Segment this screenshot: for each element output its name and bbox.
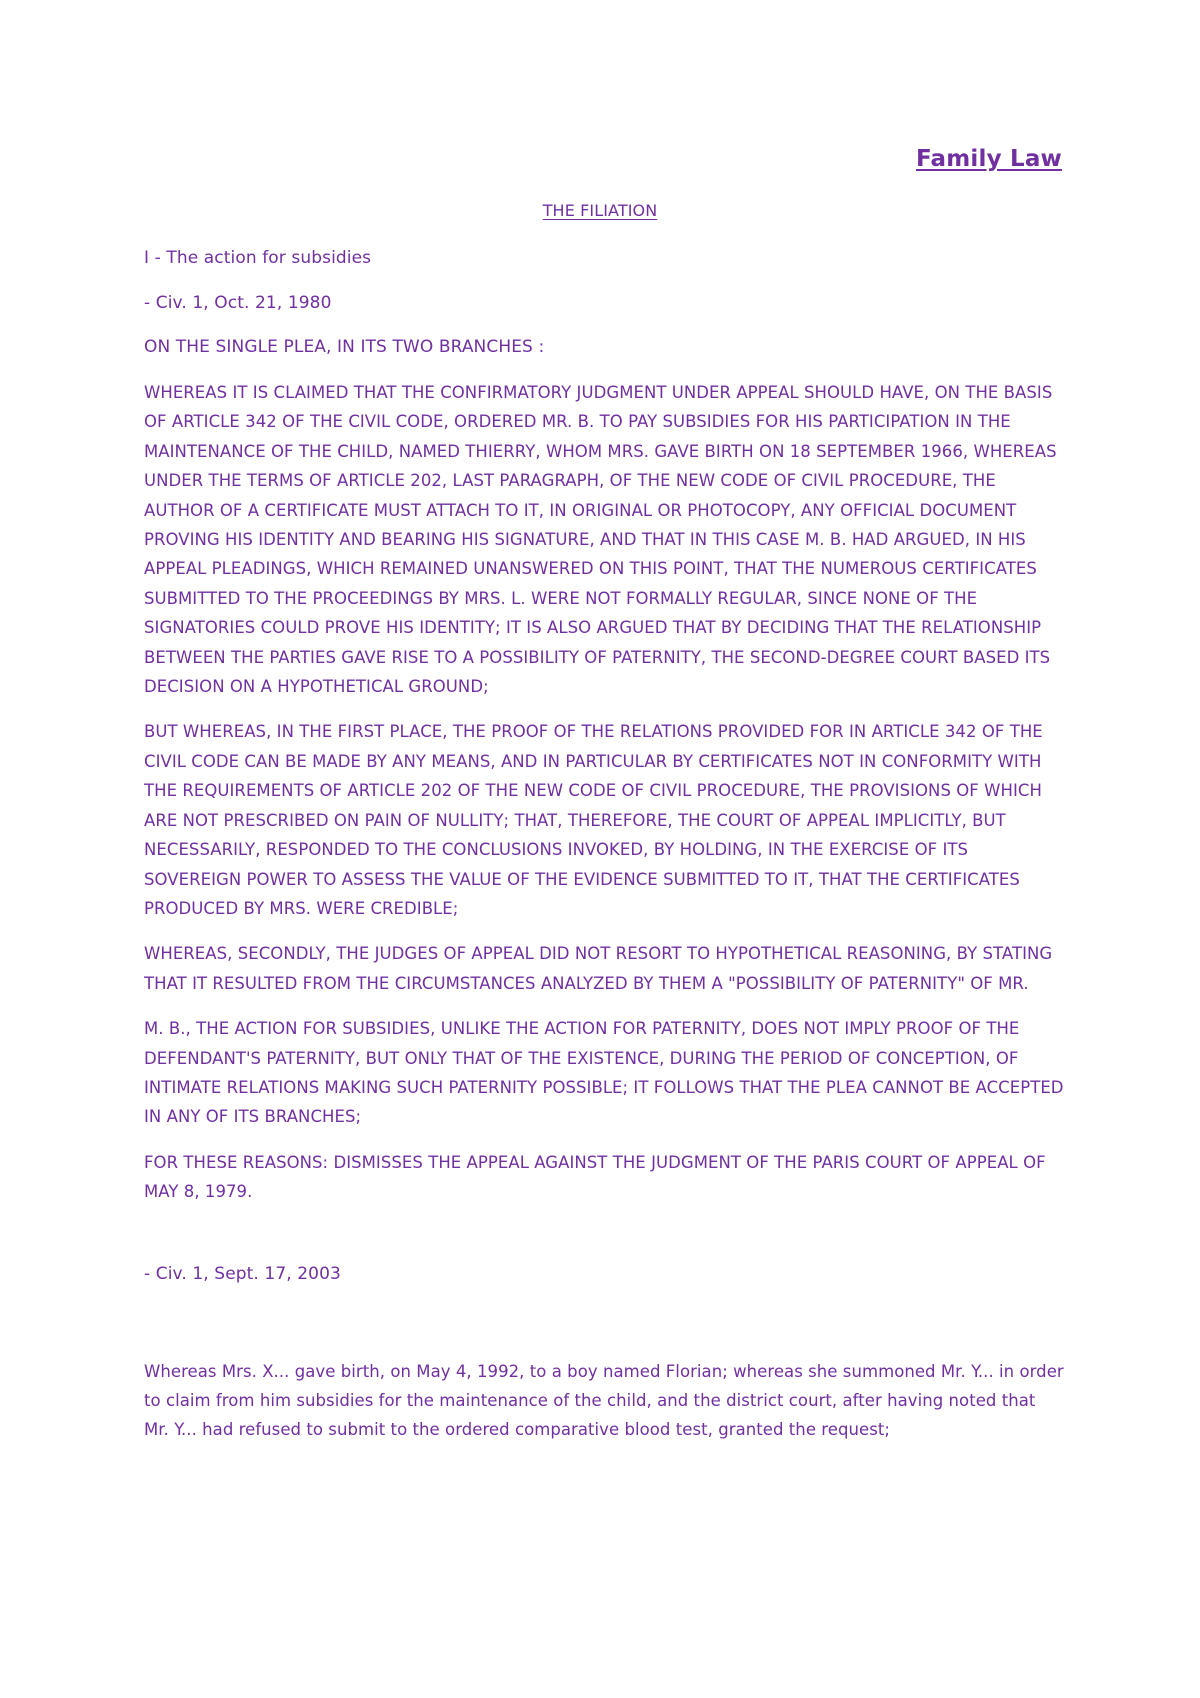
judgment-paragraph: M. B., THE ACTION FOR SUBSIDIES, UNLIKE THE ACTION FOR PATERNITY, DOES NOT IMPLY PROOF OF THE DEFENDANT'S PATERNITY, BUT ONLY THAT OF THE EXISTENCE, DURING THE PERIOD OF CONCEPTION, OF INTIMATE RELATIONS MAKING SUCH PATERNITY POSSIBLE; IT FOLLOWS THAT THE PLEA CANNOT BE ACCEPTED IN ANY OF ITS BRANCHES;: [144, 1019, 1064, 1127]
case-citation: - Civ. 1, Sept. 17, 2003: [144, 1263, 341, 1284]
section-heading: I - The action for subsidies: [144, 248, 372, 268]
case-citation: - Civ. 1, Oct. 21, 1980: [144, 292, 332, 313]
judgment-paragraph: BUT WHEREAS, IN THE FIRST PLACE, THE PROOF OF THE RELATIONS PROVIDED FOR IN ARTICLE 342 OF THE CIVIL CODE CAN BE MADE BY ANY MEANS, AND IN PARTICULAR BY CERTIFICATES NOT IN CONFORMITY WITH THE REQUIREMENTS OF ARTICLE 202 OF THE NEW CODE OF CIVIL PROCEDURE, THE PROVISIONS OF WHICH ARE NOT PRESCRIBED ON PAIN OF NULLITY; THAT, THEREFORE, THE COURT OF APPEAL IMPLICITLY, BUT NECESSARILY, RESPONDED TO THE CONCLUSIONS INVOKED, BY HOLDING, IN THE EXERCISE OF ITS SOVEREIGN POWER TO ASSESS THE VALUE OF THE EVIDENCE SUBMITTED TO IT, THAT THE CERTIFICATES PRODUCED BY MRS. WERE CREDIBLE;: [144, 722, 1043, 918]
section-title: THE FILIATION: [542, 201, 658, 220]
document-header-title: Family Law: [915, 146, 1062, 172]
judgment-paragraph: FOR THESE REASONS: DISMISSES THE APPEAL AGAINST THE JUDGMENT OF THE PARIS COURT OF APPEAL OF MAY 8, 1979.: [144, 1152, 1046, 1202]
judgment-paragraph: WHEREAS, SECONDLY, THE JUDGES OF APPEAL DID NOT RESORT TO HYPOTHETICAL REASONING, BY STATING THAT IT RESULTED FROM THE CIRCUMSTANCES ANALYZED BY THEM A "POSSIBILITY OF PATERNITY" OF MR.: [144, 944, 1053, 993]
judgment-paragraph: WHEREAS IT IS CLAIMED THAT THE CONFIRMATORY JUDGMENT UNDER APPEAL SHOULD HAVE, ON THE BASIS OF ARTICLE 342 OF THE CIVIL CODE, ORDERED MR. B. TO PAY SUBSIDIES FOR HIS PARTICIPATION IN THE MAINTENANCE OF THE CHILD, NAMED THIERRY, WHOM MRS. GAVE BIRTH ON 18 SEPTEMBER 1966, WHEREAS UNDER THE TERMS OF ARTICLE 202, LAST PARAGRAPH, OF THE NEW CODE OF CIVIL PROCEDURE, THE AUTHOR OF A CERTIFICATE MUST ATTACH TO IT, IN ORIGINAL OR PHOTOCOPY, ANY OFFICIAL DOCUMENT PROVING HIS IDENTITY AND BEARING HIS SIGNATURE, AND THAT IN THIS CASE M. B. HAD ARGUED, IN HIS APPEAL PLEADINGS, WHICH REMAINED UNANSWERED ON THIS POINT, THAT THE NUMEROUS CERTIFICATES SUBMITTED TO THE PROCEEDINGS BY MRS. L. WERE NOT FORMALLY REGULAR, SINCE NONE OF THE SIGNATORIES COULD PROVE HIS IDENTITY; IT IS ALSO ARGUED THAT BY DECIDING THAT THE RELATIONSHIP BETWEEN THE PARTIES GAVE RISE TO A POSSIBILITY OF PATERNITY, THE SECOND-DEGREE COURT BASED ITS DECISION ON A HYPOTHETICAL GROUND;: [144, 383, 1057, 697]
plea-heading: ON THE SINGLE PLEA, IN ITS TWO BRANCHES :: [144, 337, 545, 357]
judgment-paragraph: Whereas Mrs. X... gave birth, on May 4, 1992, to a boy named Florian; whereas she summoned Mr. Y... in order to claim from him subsidies for the maintenance of the child, and the district court, after having noted that Mr. Y... had refused to submit to the ordered comparative blood test, granted the request;: [144, 1361, 1064, 1440]
document-body: [144, 244, 1064, 1445]
